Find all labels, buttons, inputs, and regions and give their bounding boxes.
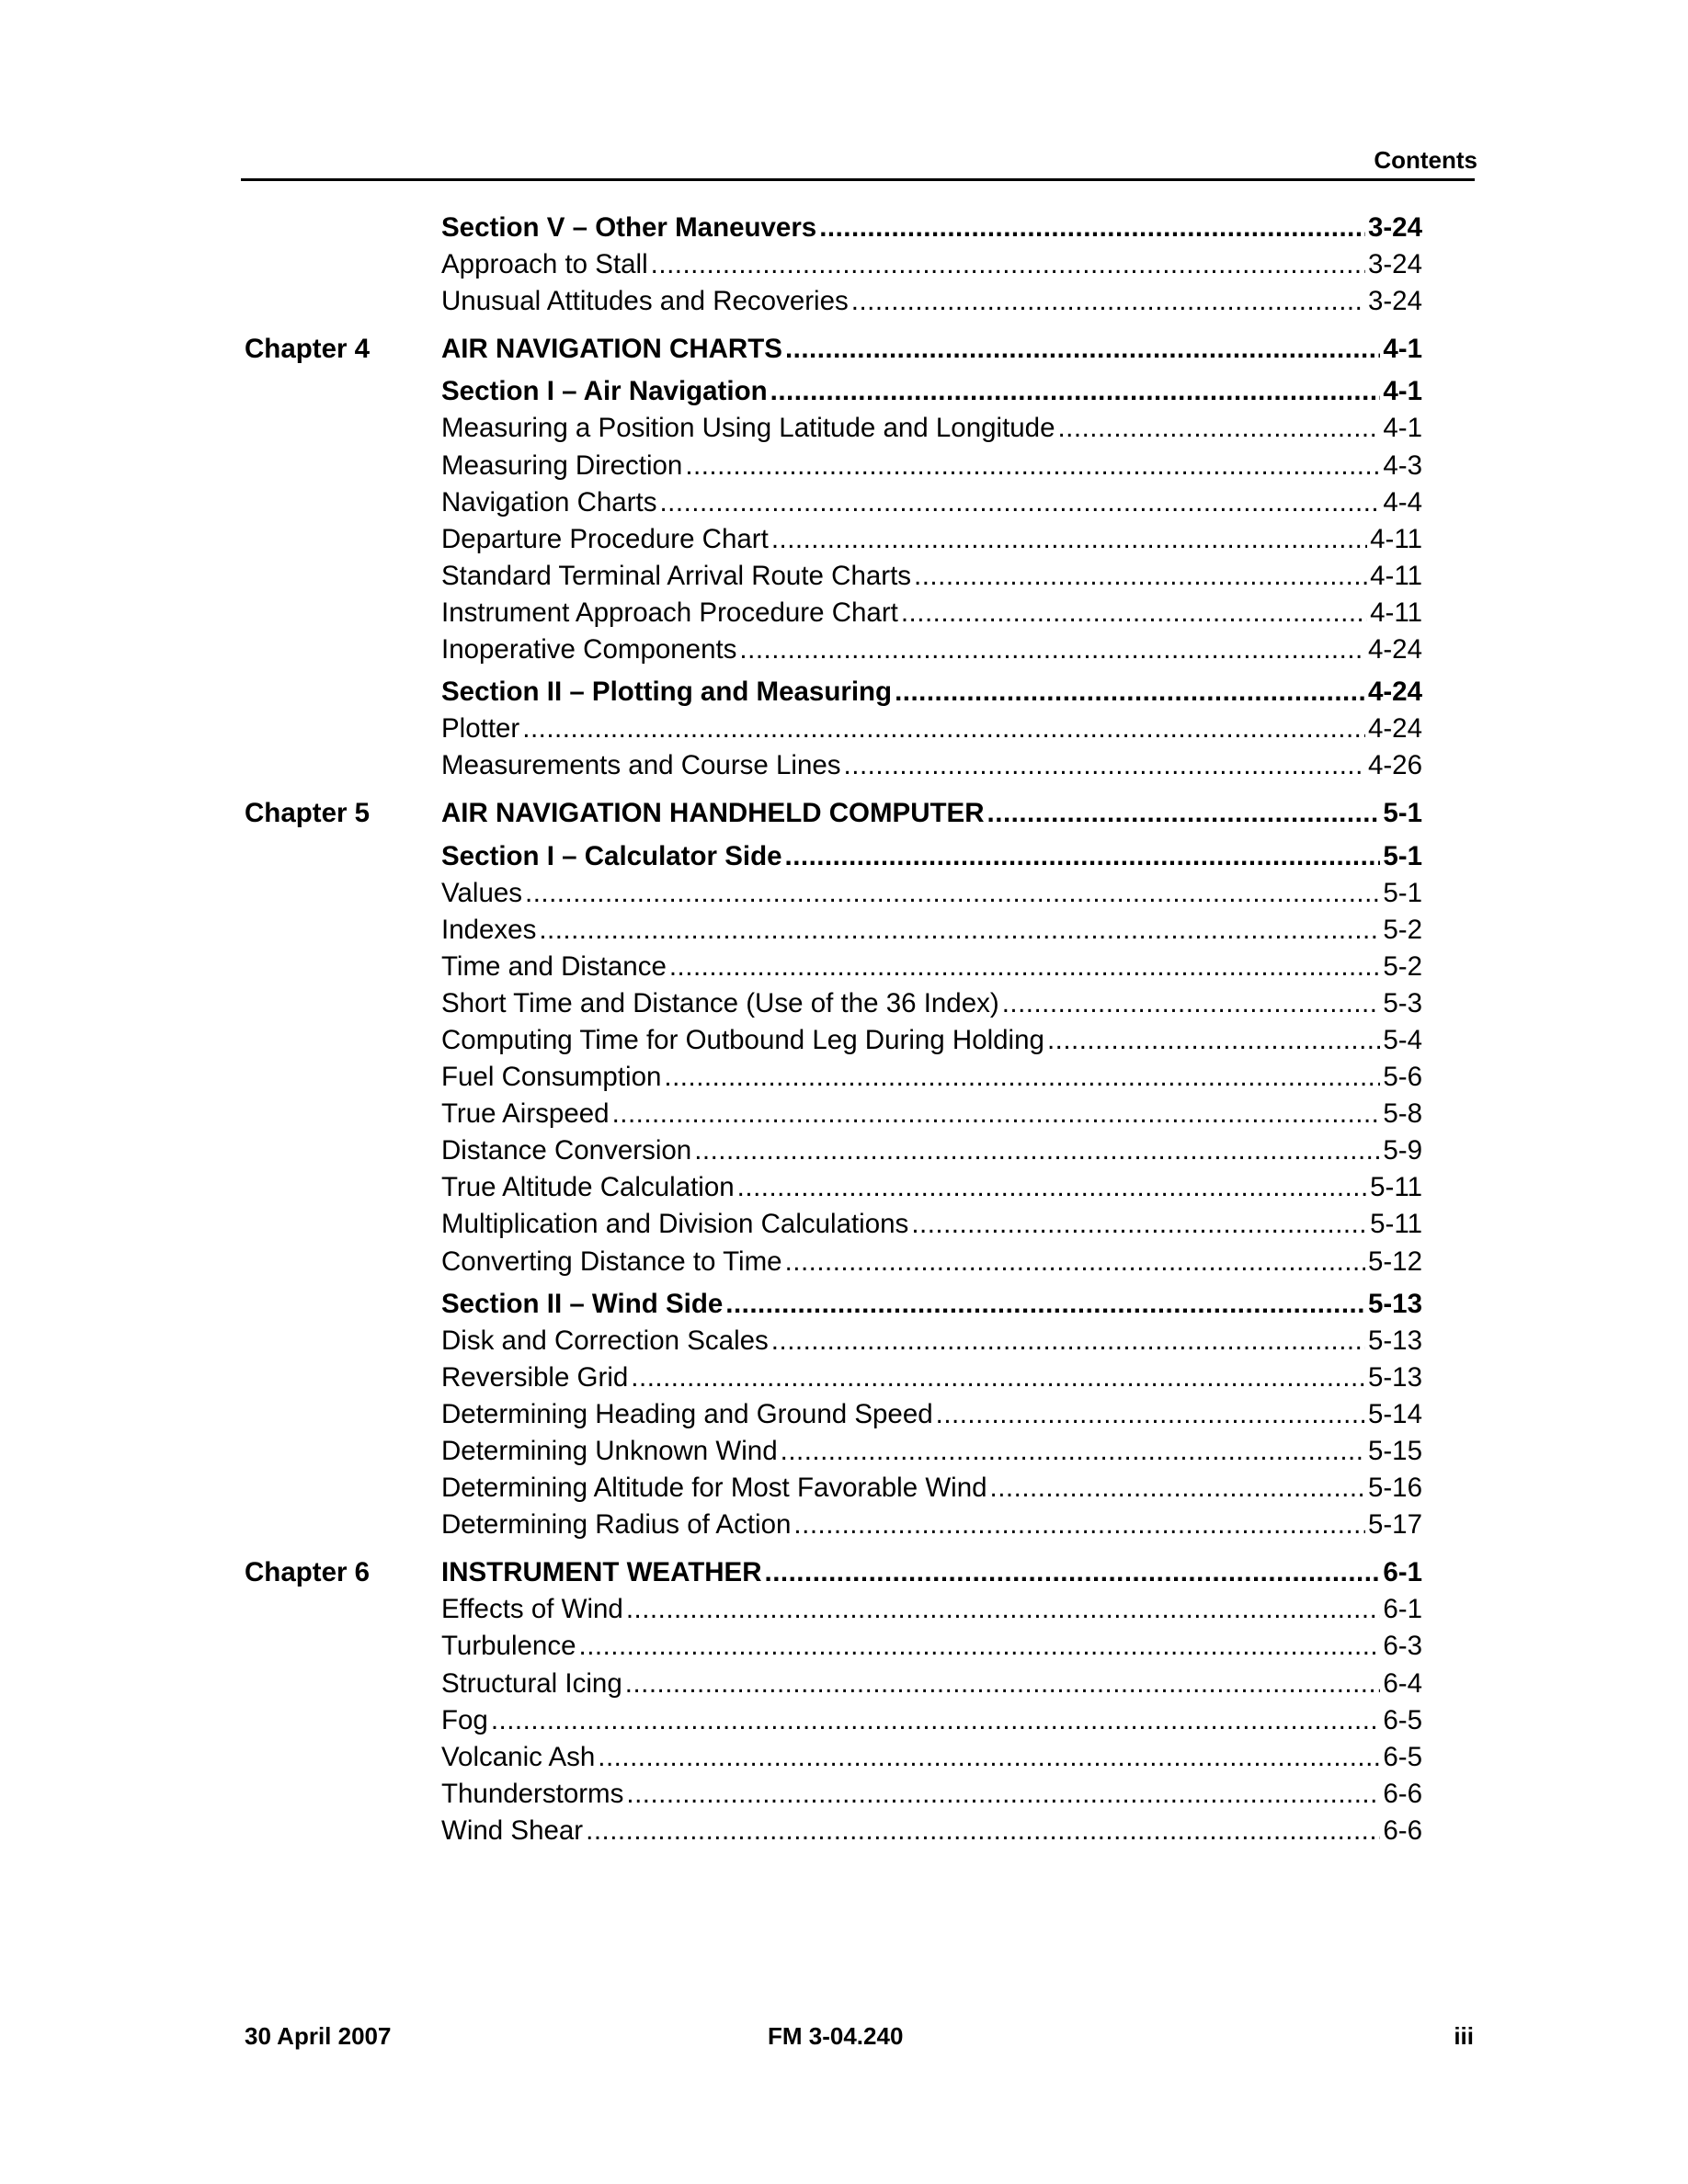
footer-date: 30 April 2007 — [245, 2022, 392, 2050]
toc-entry-page: 4-4 — [1383, 486, 1422, 518]
dot-leader — [659, 484, 1380, 521]
toc-entry — [441, 711, 1422, 747]
toc-entry-page: 5-8 — [1383, 1098, 1422, 1130]
toc-item-row — [245, 747, 1422, 784]
toc-entry — [441, 838, 1422, 875]
dot-leader — [598, 1739, 1380, 1776]
dot-leader — [990, 1470, 1365, 1507]
toc-entry-title: Instrument Approach Procedure Chart — [441, 597, 898, 628]
toc-entry-title: Structural Icing — [441, 1667, 622, 1699]
toc-entry — [441, 1169, 1422, 1206]
dot-leader — [819, 210, 1365, 246]
toc-entry-page: 5-2 — [1383, 950, 1422, 982]
toc-entry — [441, 331, 1422, 368]
toc-item-row — [245, 1169, 1422, 1206]
toc-entry — [441, 210, 1422, 246]
toc-entry-title: Disk and Correction Scales — [441, 1325, 769, 1356]
toc-entry — [441, 1206, 1422, 1243]
toc-item-row — [245, 949, 1422, 985]
dot-leader — [781, 1433, 1365, 1470]
table-of-contents — [245, 210, 1422, 1849]
chapter-label: Chapter 5 — [245, 798, 371, 829]
toc-entry-page: 4-1 — [1383, 376, 1422, 407]
toc-item-row — [245, 283, 1422, 320]
dot-leader — [669, 949, 1381, 985]
toc-entry — [441, 1702, 1422, 1739]
dot-leader — [739, 631, 1365, 668]
toc-entry-page: 4-1 — [1383, 334, 1422, 365]
toc-item-row — [245, 985, 1422, 1022]
dot-leader — [626, 1591, 1381, 1628]
toc-entry-title: INSTRUMENT WEATHER — [441, 1557, 762, 1588]
toc-entry-page: 6-5 — [1383, 1704, 1422, 1735]
dot-leader — [765, 1554, 1381, 1591]
toc-entry-title: Effects of Wind — [441, 1594, 623, 1625]
chapter-label: Chapter 4 — [245, 334, 371, 365]
dot-leader — [586, 1813, 1380, 1849]
toc-item-row — [245, 1591, 1422, 1628]
toc-item-row — [245, 1739, 1422, 1776]
toc-entry — [441, 1813, 1422, 1849]
footer-document-id: FM 3-04.240 — [768, 2022, 904, 2050]
toc-chapter-row — [245, 795, 1422, 832]
toc-entry-title: Turbulence — [441, 1631, 576, 1662]
toc-item-row — [245, 875, 1422, 912]
toc-entry — [441, 1776, 1422, 1813]
toc-entry — [441, 875, 1422, 912]
toc-entry-page: 4-24 — [1367, 713, 1422, 745]
toc-entry-page: 4-24 — [1367, 634, 1422, 665]
toc-item-row — [245, 1059, 1422, 1096]
toc-item-row — [245, 595, 1422, 631]
toc-entry — [441, 373, 1422, 410]
dot-leader — [851, 283, 1365, 320]
toc-entry-page: 5-1 — [1383, 840, 1422, 871]
toc-entry-page: 5-3 — [1383, 987, 1422, 1018]
toc-section-row — [245, 373, 1422, 410]
toc-entry-title: Reversible Grid — [441, 1361, 629, 1393]
toc-item-row — [245, 1776, 1422, 1813]
dot-leader — [694, 1132, 1380, 1169]
toc-entry — [441, 949, 1422, 985]
toc-entry — [441, 1286, 1422, 1323]
toc-entry — [441, 795, 1422, 832]
toc-entry-page: 6-5 — [1383, 1741, 1422, 1772]
toc-entry — [441, 1059, 1422, 1096]
toc-entry-title: Section II – Plotting and Measuring — [441, 677, 893, 708]
toc-item-row — [245, 410, 1422, 447]
toc-entry-page: 5-1 — [1383, 877, 1422, 908]
dot-leader — [771, 521, 1367, 558]
toc-entry — [441, 558, 1422, 595]
toc-item-row — [245, 711, 1422, 747]
toc-item-row — [245, 246, 1422, 283]
dot-leader — [737, 1169, 1367, 1206]
toc-entry-page: 5-4 — [1383, 1024, 1422, 1055]
dot-leader — [914, 558, 1367, 595]
toc-entry — [441, 246, 1422, 283]
toc-entry — [441, 1591, 1422, 1628]
toc-entry-page: 5-17 — [1367, 1509, 1422, 1541]
dot-leader — [895, 674, 1365, 711]
toc-entry-title: Fuel Consumption — [441, 1062, 662, 1093]
toc-entry-page: 4-24 — [1367, 677, 1422, 708]
dot-leader — [522, 711, 1365, 747]
toc-entry-page: 5-14 — [1367, 1398, 1422, 1429]
toc-item-row — [245, 1666, 1422, 1702]
dot-leader — [525, 875, 1380, 912]
dot-leader — [491, 1702, 1381, 1739]
toc-item-row — [245, 1433, 1422, 1470]
toc-entry-page: 5-11 — [1370, 1172, 1422, 1203]
toc-entry-title: Computing Time for Outbound Leg During Holding — [441, 1024, 1044, 1055]
dot-leader — [770, 373, 1381, 410]
toc-item-row — [245, 912, 1422, 949]
toc-entry — [441, 1359, 1422, 1396]
toc-item-row — [245, 1132, 1422, 1169]
dot-leader — [901, 595, 1367, 631]
toc-entry — [441, 1507, 1422, 1543]
toc-entry-page: 4-1 — [1383, 413, 1422, 444]
toc-entry-title: Section II – Wind Side — [441, 1288, 724, 1319]
dot-leader — [1057, 410, 1380, 447]
toc-item-row — [245, 1507, 1422, 1543]
toc-item-row — [245, 1813, 1422, 1849]
dot-leader — [631, 1359, 1365, 1396]
dot-leader — [579, 1628, 1381, 1665]
toc-entry-title: Plotter — [441, 713, 520, 745]
toc-item-row — [245, 1396, 1422, 1433]
toc-entry-title: True Altitude Calculation — [441, 1172, 735, 1203]
toc-section-row — [245, 210, 1422, 246]
toc-item-row — [245, 1022, 1422, 1059]
toc-entry-page: 5-13 — [1367, 1288, 1422, 1319]
toc-entry-page: 5-11 — [1370, 1209, 1422, 1240]
footer-page-number: iii — [1454, 2022, 1474, 2050]
toc-entry-page: 5-6 — [1383, 1062, 1422, 1093]
toc-entry — [441, 1244, 1422, 1280]
toc-entry-page: 4-11 — [1370, 597, 1422, 628]
toc-entry-title: Fog — [441, 1704, 488, 1735]
toc-entry — [441, 595, 1422, 631]
toc-entry-title: Short Time and Distance (Use of the 36 Index) — [441, 987, 999, 1018]
toc-item-row — [245, 448, 1422, 484]
toc-entry-page: 6-4 — [1383, 1667, 1422, 1699]
toc-entry-page: 3-24 — [1367, 286, 1422, 317]
toc-entry-page: 3-24 — [1367, 212, 1422, 243]
toc-entry — [441, 631, 1422, 668]
toc-entry-title: Determining Altitude for Most Favorable Wind — [441, 1473, 987, 1504]
running-header-title: Contents — [1374, 146, 1477, 174]
toc-entry-title: Wind Shear — [441, 1814, 584, 1846]
toc-entry — [441, 1628, 1422, 1665]
toc-item-row — [245, 1470, 1422, 1507]
chapter-label: Chapter 6 — [245, 1557, 371, 1588]
toc-entry — [441, 912, 1422, 949]
toc-entry-title: Section I – Air Navigation — [441, 376, 768, 407]
dot-leader — [771, 1323, 1365, 1359]
toc-entry — [441, 747, 1422, 784]
toc-entry — [441, 1554, 1422, 1591]
dot-leader — [1047, 1022, 1380, 1059]
toc-entry-title: True Airspeed — [441, 1098, 610, 1130]
toc-entry-title: Time and Distance — [441, 950, 667, 982]
toc-entry-page: 4-3 — [1383, 449, 1422, 481]
dot-leader — [626, 1776, 1380, 1813]
toc-entry-title: Inoperative Components — [441, 634, 737, 665]
toc-entry-page: 5-9 — [1383, 1135, 1422, 1166]
dot-leader — [785, 1244, 1365, 1280]
toc-entry — [441, 521, 1422, 558]
toc-entry-page: 6-1 — [1383, 1594, 1422, 1625]
toc-entry — [441, 484, 1422, 521]
toc-section-row — [245, 674, 1422, 711]
toc-entry-page: 4-11 — [1370, 523, 1422, 554]
toc-entry-title: Standard Terminal Arrival Route Charts — [441, 560, 912, 591]
toc-entry-page: 5-15 — [1367, 1436, 1422, 1466]
header-rule — [241, 178, 1475, 181]
toc-entry-title: Determining Radius of Action — [441, 1509, 792, 1541]
toc-item-row — [245, 1628, 1422, 1665]
toc-entry — [441, 448, 1422, 484]
toc-chapter-row — [245, 331, 1422, 368]
toc-item-row — [245, 631, 1422, 668]
dot-leader — [844, 747, 1365, 784]
dot-leader — [651, 246, 1365, 283]
toc-entry-title: Approach to Stall — [441, 249, 648, 280]
dot-leader — [725, 1286, 1365, 1323]
toc-entry-title: Section V – Other Maneuvers — [441, 212, 817, 243]
toc-entry-title: Determining Heading and Ground Speed — [441, 1398, 933, 1429]
dot-leader — [625, 1666, 1381, 1702]
toc-item-row — [245, 521, 1422, 558]
toc-entry — [441, 283, 1422, 320]
toc-entry — [441, 674, 1422, 711]
toc-entry-page: 5-13 — [1367, 1361, 1422, 1393]
toc-entry — [441, 1096, 1422, 1132]
dot-leader — [612, 1096, 1381, 1132]
toc-item-row — [245, 1206, 1422, 1243]
toc-section-row — [245, 1286, 1422, 1323]
toc-entry-page: 6-3 — [1383, 1631, 1422, 1662]
toc-entry-page: 6-6 — [1383, 1778, 1422, 1809]
toc-entry-title: Departure Procedure Chart — [441, 523, 769, 554]
dot-leader — [1002, 985, 1381, 1022]
toc-entry-page: 3-24 — [1367, 249, 1422, 280]
toc-item-row — [245, 1359, 1422, 1396]
toc-chapter-row — [245, 1554, 1422, 1591]
dot-leader — [785, 838, 1381, 875]
toc-entry — [441, 1433, 1422, 1470]
toc-entry — [441, 1022, 1422, 1059]
toc-entry-title: Values — [441, 877, 523, 908]
toc-item-row — [245, 484, 1422, 521]
toc-item-row — [245, 558, 1422, 595]
dot-leader — [793, 1507, 1365, 1543]
toc-entry — [441, 1396, 1422, 1433]
toc-entry-title: AIR NAVIGATION CHARTS — [441, 334, 782, 365]
toc-entry-page: 5-13 — [1367, 1325, 1422, 1356]
toc-entry — [441, 1470, 1422, 1507]
toc-entry-page: 5-1 — [1383, 798, 1422, 829]
toc-entry — [441, 1666, 1422, 1702]
toc-entry — [441, 985, 1422, 1022]
toc-entry-title: Converting Distance to Time — [441, 1246, 782, 1277]
toc-entry-page: 5-16 — [1367, 1473, 1422, 1504]
toc-entry-title: Measuring Direction — [441, 449, 683, 481]
dot-leader — [987, 795, 1381, 832]
toc-section-row — [245, 838, 1422, 875]
toc-entry-title: Volcanic Ash — [441, 1741, 596, 1772]
toc-entry-title: Determining Unknown Wind — [441, 1436, 778, 1466]
toc-entry-page: 6-6 — [1383, 1814, 1422, 1846]
toc-entry-title: Thunderstorms — [441, 1778, 624, 1809]
toc-item-row — [245, 1323, 1422, 1359]
toc-entry — [441, 1739, 1422, 1776]
dot-leader — [936, 1396, 1365, 1433]
toc-entry-title: Distance Conversion — [441, 1135, 692, 1166]
toc-entry-title: Measuring a Position Using Latitude and Longitude — [441, 413, 1055, 444]
toc-entry-page: 6-1 — [1383, 1557, 1422, 1588]
toc-entry-page: 4-11 — [1370, 560, 1422, 591]
toc-entry-page: 5-2 — [1383, 914, 1422, 945]
toc-entry-title: AIR NAVIGATION HANDHELD COMPUTER — [441, 798, 985, 829]
dot-leader — [664, 1059, 1380, 1096]
toc-entry-title: Navigation Charts — [441, 486, 657, 518]
toc-entry-title: Measurements and Course Lines — [441, 750, 841, 781]
toc-entry-title: Multiplication and Division Calculations — [441, 1209, 909, 1240]
toc-entry — [441, 1323, 1422, 1359]
toc-item-row — [245, 1244, 1422, 1280]
toc-entry — [441, 410, 1422, 447]
dot-leader — [785, 331, 1380, 368]
dot-leader — [539, 912, 1380, 949]
toc-entry — [441, 1132, 1422, 1169]
toc-entry-page: 5-12 — [1367, 1246, 1422, 1277]
toc-entry-title: Unusual Attitudes and Recoveries — [441, 286, 849, 317]
toc-entry-page: 4-26 — [1367, 750, 1422, 781]
dot-leader — [911, 1206, 1367, 1243]
toc-item-row — [245, 1096, 1422, 1132]
toc-item-row — [245, 1702, 1422, 1739]
dot-leader — [685, 448, 1380, 484]
toc-entry-title: Section I – Calculator Side — [441, 840, 782, 871]
toc-entry-title: Indexes — [441, 914, 537, 945]
